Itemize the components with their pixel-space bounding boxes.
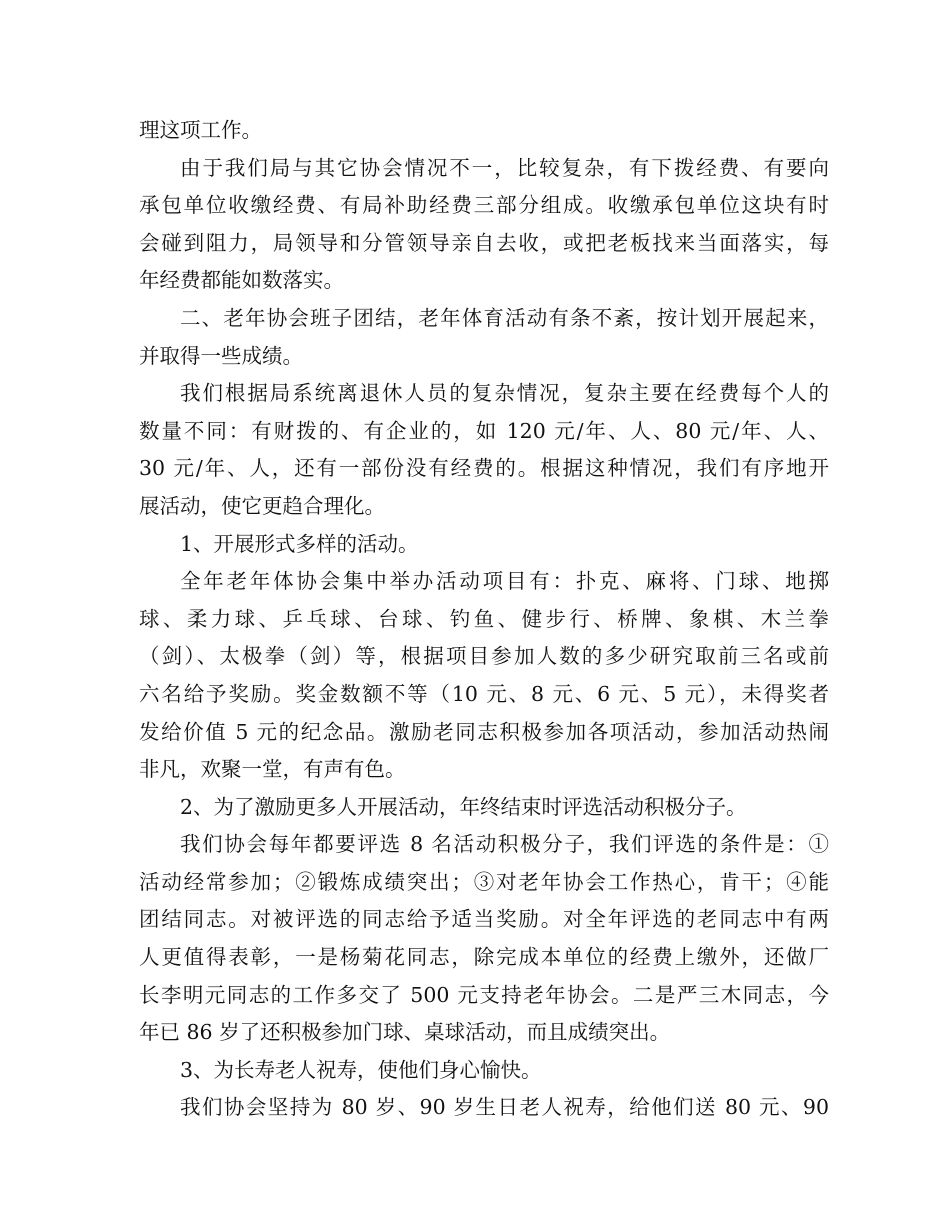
text-line: 六名给予奖励。奖金数额不等（10 元、8 元、6 元、5 元），未得奖者 (139, 681, 829, 706)
text-line: 数量不同：有财拨的、有企业的，如 120 元/年、人、80 元/年、人、 (139, 418, 829, 443)
text-line: 活动经常参加；②锻炼成绩突出；③对老年协会工作热心，肯干；④能 (139, 869, 829, 894)
text-line: 年已 86 岁了还积极参加门球、桌球活动，而且成绩突出。 (139, 1020, 671, 1045)
text-line: 3、为长寿老人祝寿，使他们身心愉快。 (180, 1057, 542, 1082)
text-line: 并取得一些成绩。 (139, 343, 303, 368)
text-line: 2、为了激励更多人开展活动，年终结束时评选活动积极分子。 (180, 794, 747, 819)
text-line: 承包单位收缴经费、有局补助经费三部分组成。收缴承包单位这块有时 (139, 193, 829, 218)
text-line: 年经费都能如数落实。 (139, 268, 344, 293)
text-line: 30 元/年、人，还有一部份没有经费的。根据这种情况，我们有序地开 (139, 456, 829, 481)
text-line: 长李明元同志的工作多交了 500 元支持老年协会。二是严三木同志，今 (139, 982, 829, 1007)
text-line: 球、柔力球、乒乓球、台球、钓鱼、健步行、桥牌、象棋、木兰拳 (139, 606, 829, 631)
text-line: （剑）、太极拳（剑）等，根据项目参加人数的多少研究取前三名或前 (139, 644, 829, 669)
text-line: 全年老年体协会集中举办活动项目有：扑克、麻将、门球、地掷 (180, 569, 829, 594)
text-line: 非凡，欢聚一堂，有声有色。 (139, 757, 406, 782)
text-line: 由于我们局与其它协会情况不一，比较复杂，有下拨经费、有要向 (180, 155, 829, 180)
text-line: 人更值得表彰，一是杨菊花同志，除完成本单位的经费上缴外，还做厂 (139, 945, 829, 970)
text-line: 理这项工作。 (139, 118, 262, 142)
text-line: 我们协会坚持为 80 岁、90 岁生日老人祝寿，给他们送 80 元、90 (180, 1095, 829, 1120)
text-line: 会碰到阻力，局领导和分管领导亲自去收，或把老板找来当面落实，每 (139, 230, 829, 255)
text-line: 团结同志。对被评选的同志给予适当奖励。对全年评选的老同志中有两 (139, 907, 829, 932)
text-line: 我们协会每年都要评选 8 名活动积极分子，我们评选的条件是：① (180, 832, 829, 857)
text-line: 我们根据局系统离退休人员的复杂情况，复杂主要在经费每个人的 (180, 381, 829, 406)
text-line: 1、开展形式多样的活动。 (180, 531, 419, 556)
document-body (139, 112, 829, 1127)
text-line: 二、老年协会班子团结，老年体育活动有条不紊，按计划开展起来， (180, 305, 829, 330)
text-line: 发给价值 5 元的纪念品。激励老同志积极参加各项活动，参加活动热闹 (139, 719, 829, 744)
text-line: 展活动，使它更趋合理化。 (139, 493, 385, 518)
